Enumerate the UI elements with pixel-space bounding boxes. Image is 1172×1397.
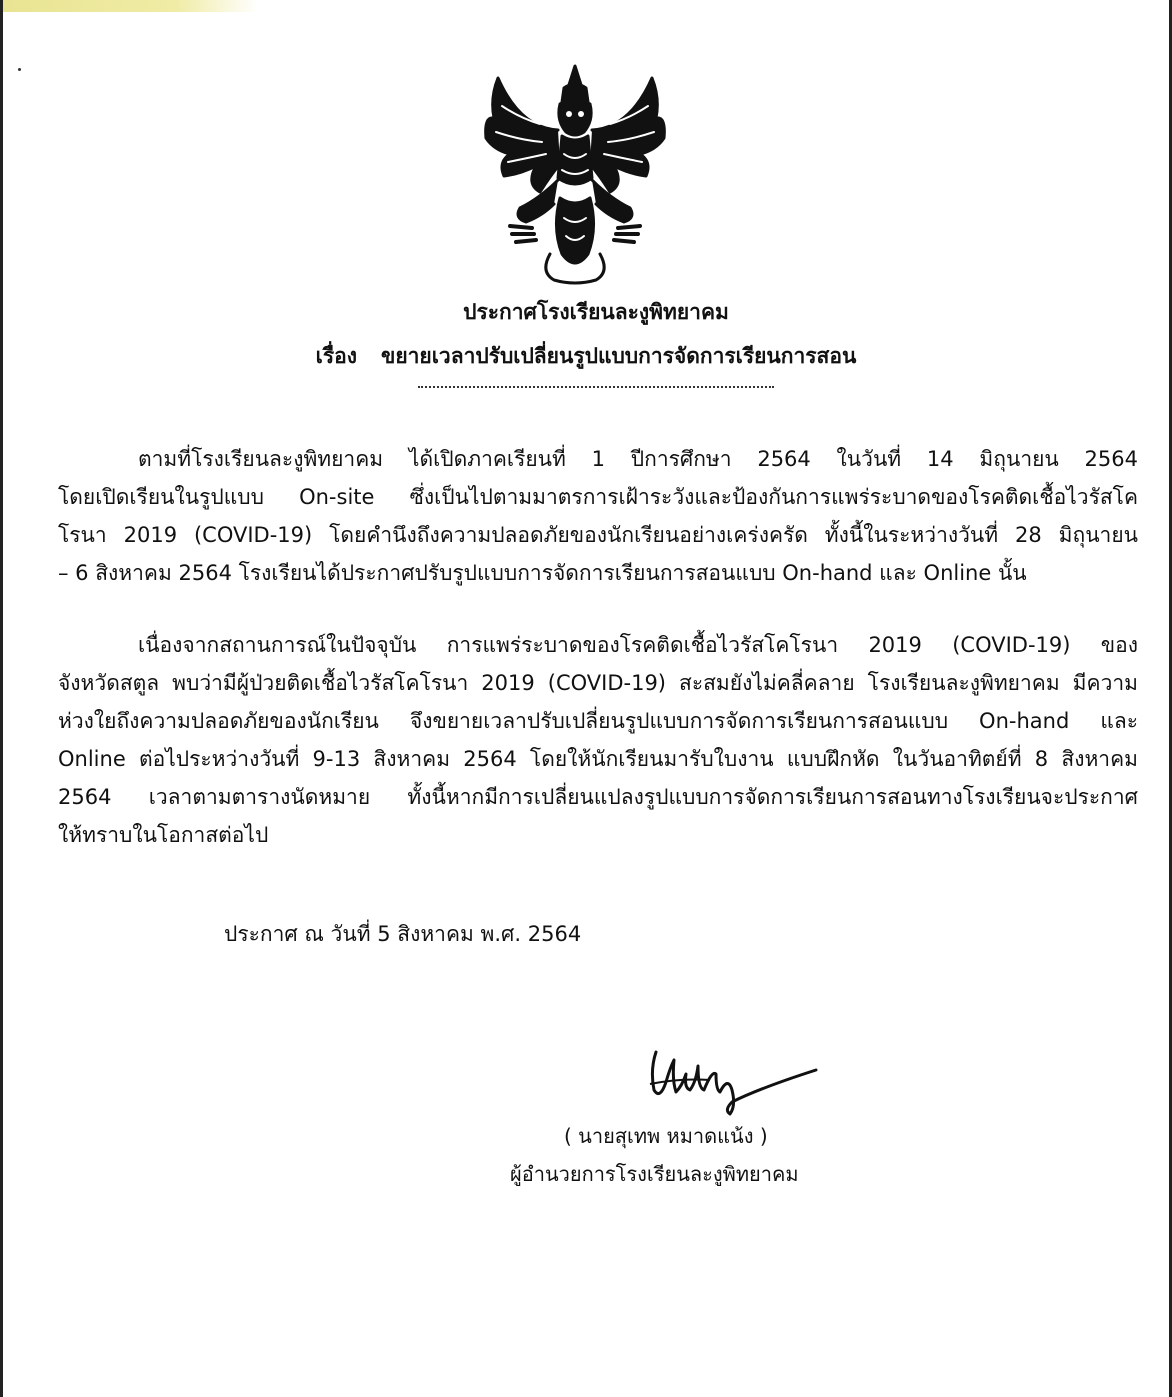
paragraph-line: ตามที่โรงเรียนละงูพิทยาคม ได้เปิดภาคเรียนที่ 1 ปีการศึกษา 2564 ในวันที่ 14 มิถุนายน 2564: [138, 447, 1138, 471]
paragraph-line: ห่วงใยถึงความปลอดภัยของนักเรียน จึงขยายเวลาปรับเปลี่ยนรูปแบบการจัดการเรียนการสอนแบบ On-hand และ: [58, 709, 1138, 733]
paragraph-line: 2564 เวลาตามตารางนัดหมาย ทั้งนี้หากมีการเปลี่ยนแปลงรูปแบบการจัดการเรียนการสอนทางโรงเรียนจะประกาศ: [58, 785, 1138, 809]
subject-line: [0, 340, 1172, 373]
paragraph-line: จังหวัดสตูล พบว่ามีผู้ป่วยติดเชื้อไวรัสโคโรนา 2019 (COVID-19) สะสมยังไม่คลี่คลาย โรงเรียนละงูพิทยาคม มีความ: [58, 671, 1138, 695]
left-border: [0, 0, 3, 1397]
garuda-emblem-icon: [480, 58, 670, 288]
scan-top-edge: [0, 0, 1172, 12]
subject-text: ขยายเวลาปรับเปลี่ยนรูปแบบการจัดการเรียนการสอน: [380, 344, 857, 368]
paragraph-line: โรนา 2019 (COVID-19) โดยคำนึงถึงความปลอดภัยของนักเรียนอย่างเคร่งครัด ทั้งนี้ในระหว่างวันที่ 28 มิถุนายน: [58, 523, 1138, 547]
paragraph-line: – 6 สิงหาคม 2564 โรงเรียนได้ประกาศปรับรูปแบบการจัดการเรียนการสอนแบบ On-hand และ Online นั้น: [58, 561, 1027, 585]
signatory-name: ( นายสุเทพ หมาดแน้ง ): [564, 1124, 768, 1148]
scan-speck: [18, 68, 21, 71]
signatory-title: ผู้อำนวยการโรงเรียนละงูพิทยาคม: [510, 1162, 799, 1186]
paragraph-line: ให้ทราบในโอกาสต่อไป: [58, 823, 269, 847]
announcement-title: ประกาศโรงเรียนละงูพิทยาคม: [463, 300, 729, 324]
handwritten-signature: [620, 1030, 820, 1120]
paragraph-line: เนื่องจากสถานการณ์ในปัจจุบัน การแพร่ระบาดของโรคติดเชื้อไวรัสโคโรนา 2019 (COVID-19) ของ: [138, 633, 1138, 657]
paragraph-1: [58, 440, 1138, 592]
paragraph-line: Online ต่อไประหว่างวันที่ 9-13 สิงหาคม 2564 โดยให้นักเรียนมารับใบงาน แบบฝึกหัด ในวันอาทิตย์ที่ 8 สิงหาคม: [58, 747, 1138, 771]
announcement-date: ประกาศ ณ วันที่ 5 สิงหาคม พ.ศ. 2564: [224, 922, 582, 946]
paragraph-line: โดยเปิดเรียนในรูปแบบ On-site ซึ่งเป็นไปตามมาตรการเฝ้าระวังและป้องกันการแพร่ระบาดของโรคติดเชื้อไวรัสโค: [58, 485, 1138, 509]
paragraph-2: [58, 626, 1138, 854]
dotted-separator: [418, 386, 774, 388]
subject-label: เรื่อง: [315, 344, 357, 368]
